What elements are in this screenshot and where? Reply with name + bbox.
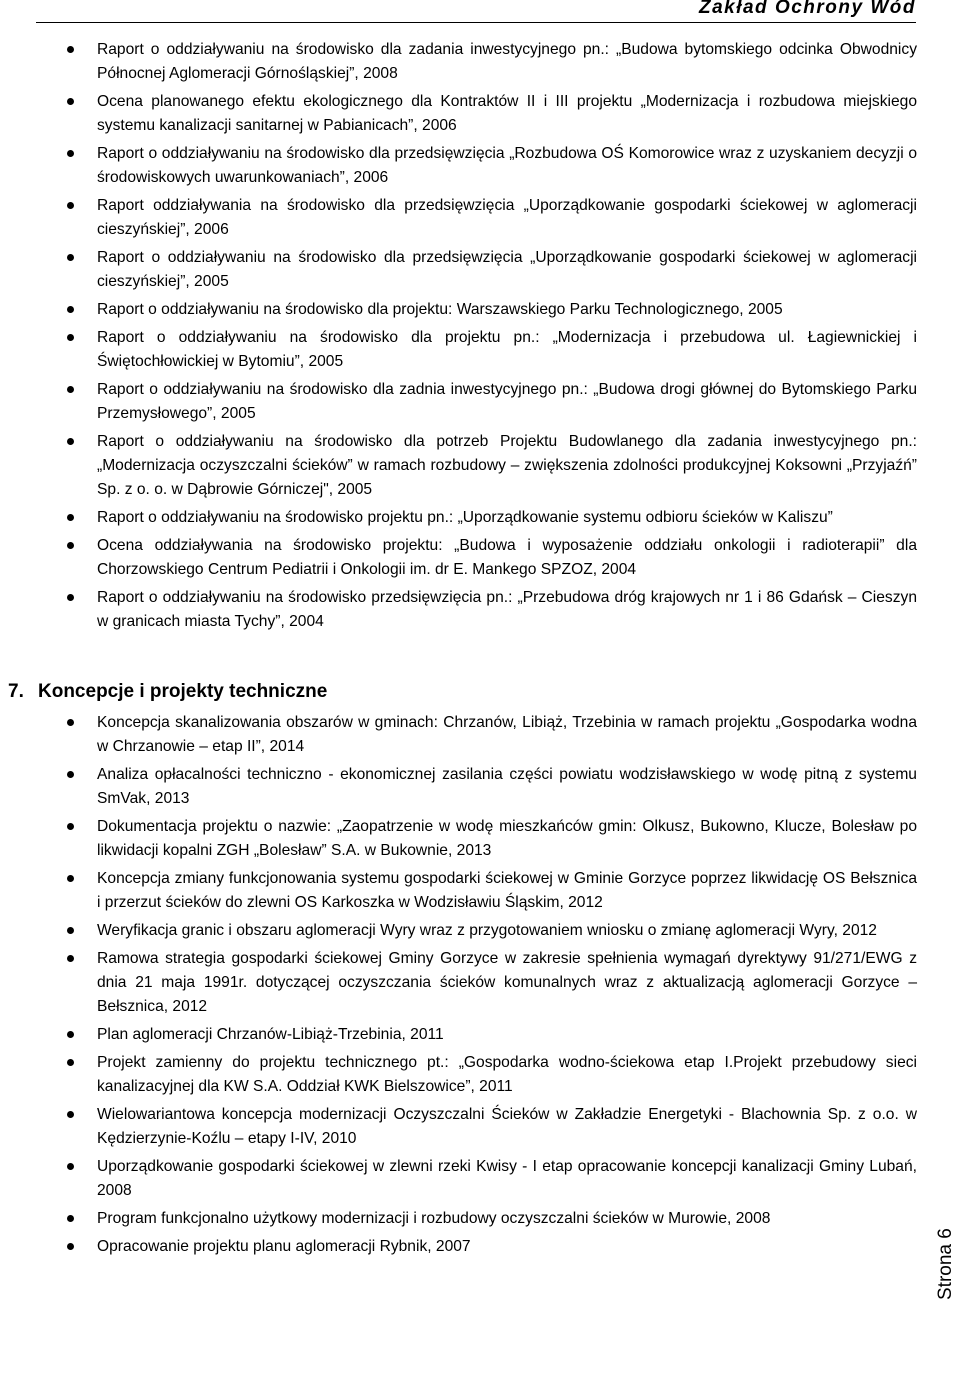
list-item: Raport o oddziaływaniu na środowisko dla zadania inwestycyjnego pn.: „Budowa bytomskiego odcinka Obwodnicy Północnej Aglomeracji Górnośląskiej”, 2008 [97,38,917,86]
list-item: Uporządkowanie gospodarki ściekowej w zlewni rzeki Kwisy - I etap opracowanie koncepcji kanalizacji Gminy Lubań, 2008 [97,1155,917,1203]
list-item: Weryfikacja granic i obszaru aglomeracji Wyry wraz z przygotowaniem wniosku o zmianę aglomeracji Wyry, 2012 [97,919,917,943]
list-item: Plan aglomeracji Chrzanów-Libiąż-Trzebinia, 2011 [97,1023,917,1047]
list-item: Raport o oddziaływaniu na środowisko dla przedsięwzięcia „Uporządkowanie gospodarki ściekowej w aglomeracji cieszyńskiej”, 2005 [97,246,917,294]
list-item: Dokumentacja projektu o nazwie: „Zaopatrzenie w wodę mieszkańców gmin: Olkusz, Bukowno, Klucze, Bolesław po likwidacji kopalni ZGH „Bolesław” S.A. w Bukownie, 2013 [97,815,917,863]
section-number: 7. [8,681,24,702]
page-number-wrap [933,1228,959,1380]
list-item: Raport o oddziaływaniu na środowisko dla projektu pn.: „Modernizacja i przebudowa ul. Łagiewnickiej i Świętochłowickiej w Bytomiu”, 2005 [97,326,917,374]
list-item: Raport o oddziaływaniu na środowisko dla zadnia inwestycyjnego pn.: „Budowa drogi głównej do Bytomskiego Parku Przemysłowego”, 2005 [97,378,917,426]
list-item: Raport oddziaływania na środowisko dla przedsięwzięcia „Uporządkowanie gospodarki ściekowej w aglomeracji cieszyńskiej”, 2006 [97,194,917,242]
list-item: Opracowanie projektu planu aglomeracji Rybnik, 2007 [97,1235,917,1259]
section-heading [8,679,327,705]
reports-list [97,38,917,638]
page-number: Strona 6 [935,1228,956,1300]
list-item: Koncepcja skanalizowania obszarów w gminach: Chrzanów, Libiąż, Trzebinia w ramach projektu „Gospodarka wodna w Chrzanowie – etap II”, 2014 [97,711,917,759]
list-item: Ramowa strategia gospodarki ściekowej Gminy Gorzyce w zakresie spełnienia wymagań dyrektywy 91/271/EWG z dnia 21 maja 1991r. dotyczącej oczyszczania ścieków komunalnych wraz z aktualizacją aglomeracji Gorzyce – Bełsznica, 2012 [97,947,917,1019]
header-rule [36,22,916,23]
list-item: Projekt zamienny do projektu technicznego pt.: „Gospodarka wodno-ściekowa etap I.Projekt przebudowy sieci kanalizacyjnej dla KW S.A. Oddział KWK Bielszowice”, 2011 [97,1051,917,1099]
list-item: Program funkcjonalno użytkowy modernizacji i rozbudowy oczyszczalni ścieków w Murowie, 2008 [97,1207,917,1231]
list-item: Raport o oddziaływaniu na środowisko dla przedsięwzięcia „Rozbudowa OŚ Komorowice wraz z uzyskaniem decyzji o środowiskowych uwarunkowaniach”, 2006 [97,142,917,190]
list-item: Wielowariantowa koncepcja modernizacji Oczyszczalni Ścieków w Zakładzie Energetyki - Blachownia Sp. z o.o. w Kędzierzynie-Koźlu – etapy I-IV, 2010 [97,1103,917,1151]
list-item: Raport o oddziaływaniu na środowisko projektu pn.: „Uporządkowanie systemu odbioru ścieków w Kaliszu” [97,506,917,530]
list-item: Raport o oddziaływaniu na środowisko dla potrzeb Projektu Budowlanego dla zadania inwestycyjnego pn.: „Modernizacja oczyszczalni ścieków” w ramach rozbudowy – zwiększenia zdolności produkcyjnej Koksowni „Przyjaźń” Sp. z o. o. w Dąbrowie Górniczej", 2005 [97,430,917,502]
list-item: Ocena oddziaływania na środowisko projektu: „Budowa i wyposażenie oddziału onkologii i radioterapii” dla Chorzowskiego Centrum Pediatrii i Onkologii im. dr E. Mankego SPZOZ, 2004 [97,534,917,582]
document-header: Zakład Ochrony Wód [698,0,916,18]
concepts-list [97,711,917,1263]
list-item: Analiza opłacalności techniczno - ekonomicznej zasilania części powiatu wodzisławskiego w wodę pitną z systemu SmVak, 2013 [97,763,917,811]
list-item: Ocena planowanego efektu ekologicznego dla Kontraktów II i III projektu „Modernizacja i rozbudowa miejskiego systemu kanalizacji sanitarnej w Pabianicach”, 2006 [97,90,917,138]
list-item: Raport o oddziaływaniu na środowisko przedsięwzięcia pn.: „Przebudowa dróg krajowych nr 1 i 86 Gdańsk – Cieszyn w granicach miasta Tychy”, 2004 [97,586,917,634]
list-item: Raport o oddziaływaniu na środowisko dla projektu: Warszawskiego Parku Technologicznego, 2005 [97,298,917,322]
list-item: Koncepcja zmiany funkcjonowania systemu gospodarki ściekowej w Gminie Gorzyce poprzez likwidację OS Bełsznica i przerzut ścieków do zlewni OS Karkoszka w Wodzisławiu Śląskim, 2012 [97,867,917,915]
section-title: Koncepcje i projekty techniczne [38,681,328,702]
